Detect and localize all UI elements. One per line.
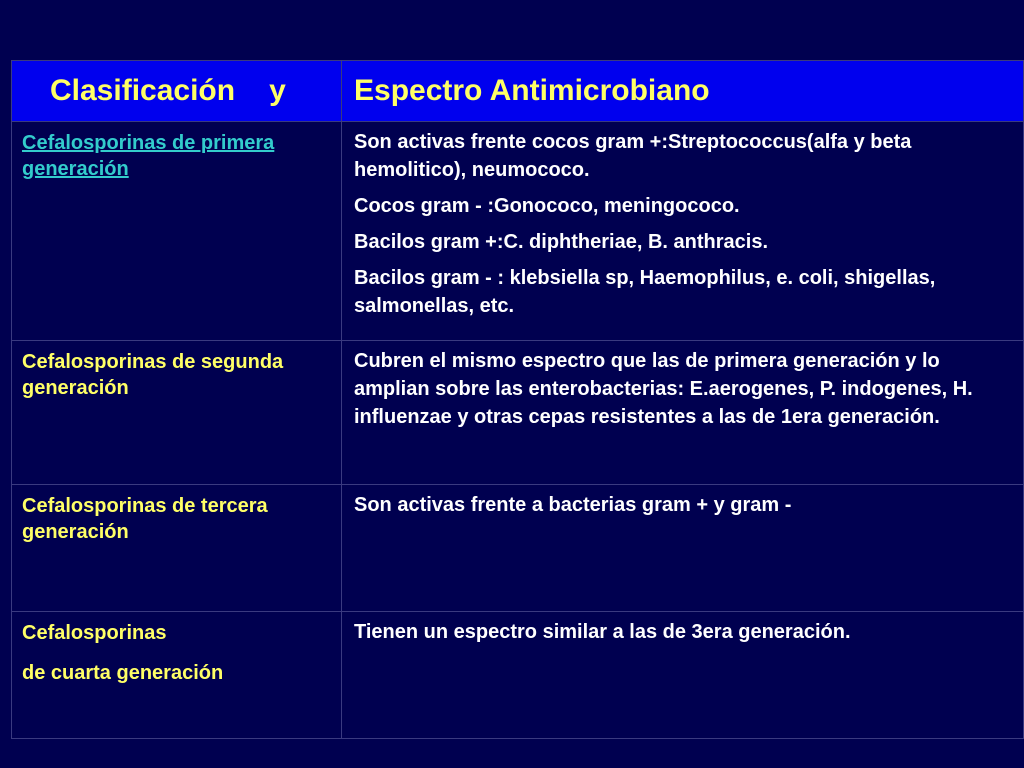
spectrum-paragraph: Cocos gram - :Gonococo, meningococo. (354, 195, 740, 217)
header-spectrum: Espectro Antimicrobiano (342, 61, 1024, 122)
header-classification-label: Clasificación (50, 74, 236, 107)
spectrum-paragraph: Son activas frente a bacterias gram + y gram - (354, 494, 792, 516)
classification-cell (12, 485, 342, 612)
first-generation-label[interactable]: Cefalosporinas de primera generación (22, 132, 275, 180)
table-row (12, 122, 1024, 341)
table-header-row (12, 61, 1024, 122)
spectrum-paragraph: Cubren el mismo espectro que las de primera generación y lo amplian sobre las enterobacterias: E.aerogenes, P. indogenes, H. influenzae y otras cepas resistentes a las de 1era generación. (354, 350, 973, 428)
spectrum-cell (342, 612, 1024, 739)
header-conjunction: y (269, 74, 286, 107)
spectrum-cell (342, 341, 1024, 485)
fourth-generation-label-line2: de cuarta generación (22, 662, 224, 684)
fourth-generation-label-line1: Cefalosporinas (22, 622, 167, 644)
spectrum-cell (342, 485, 1024, 612)
spectrum-paragraph: Tienen un espectro similar a las de 3era generación. (354, 621, 851, 643)
spectrum-paragraph: Son activas frente cocos gram +:Streptococcus(alfa y beta hemolitico), neumococo. (354, 131, 912, 181)
classification-cell (12, 612, 342, 739)
spectrum-cell (342, 122, 1024, 341)
first-generation-link[interactable] (12, 122, 342, 341)
classification-table (11, 60, 1024, 739)
classification-cell (12, 341, 342, 485)
table-row (12, 612, 1024, 739)
table-row (12, 341, 1024, 485)
table-row (12, 485, 1024, 612)
third-generation-label: Cefalosporinas de tercera generación (22, 495, 268, 543)
header-classification (12, 61, 342, 122)
spectrum-paragraph: Bacilos gram - : klebsiella sp, Haemophilus, e. coli, shigellas, salmonellas, etc. (354, 267, 936, 317)
second-generation-label: Cefalosporinas de segunda generación (22, 351, 284, 399)
spectrum-paragraph: Bacilos gram +:C. diphtheriae, B. anthracis. (354, 231, 769, 253)
